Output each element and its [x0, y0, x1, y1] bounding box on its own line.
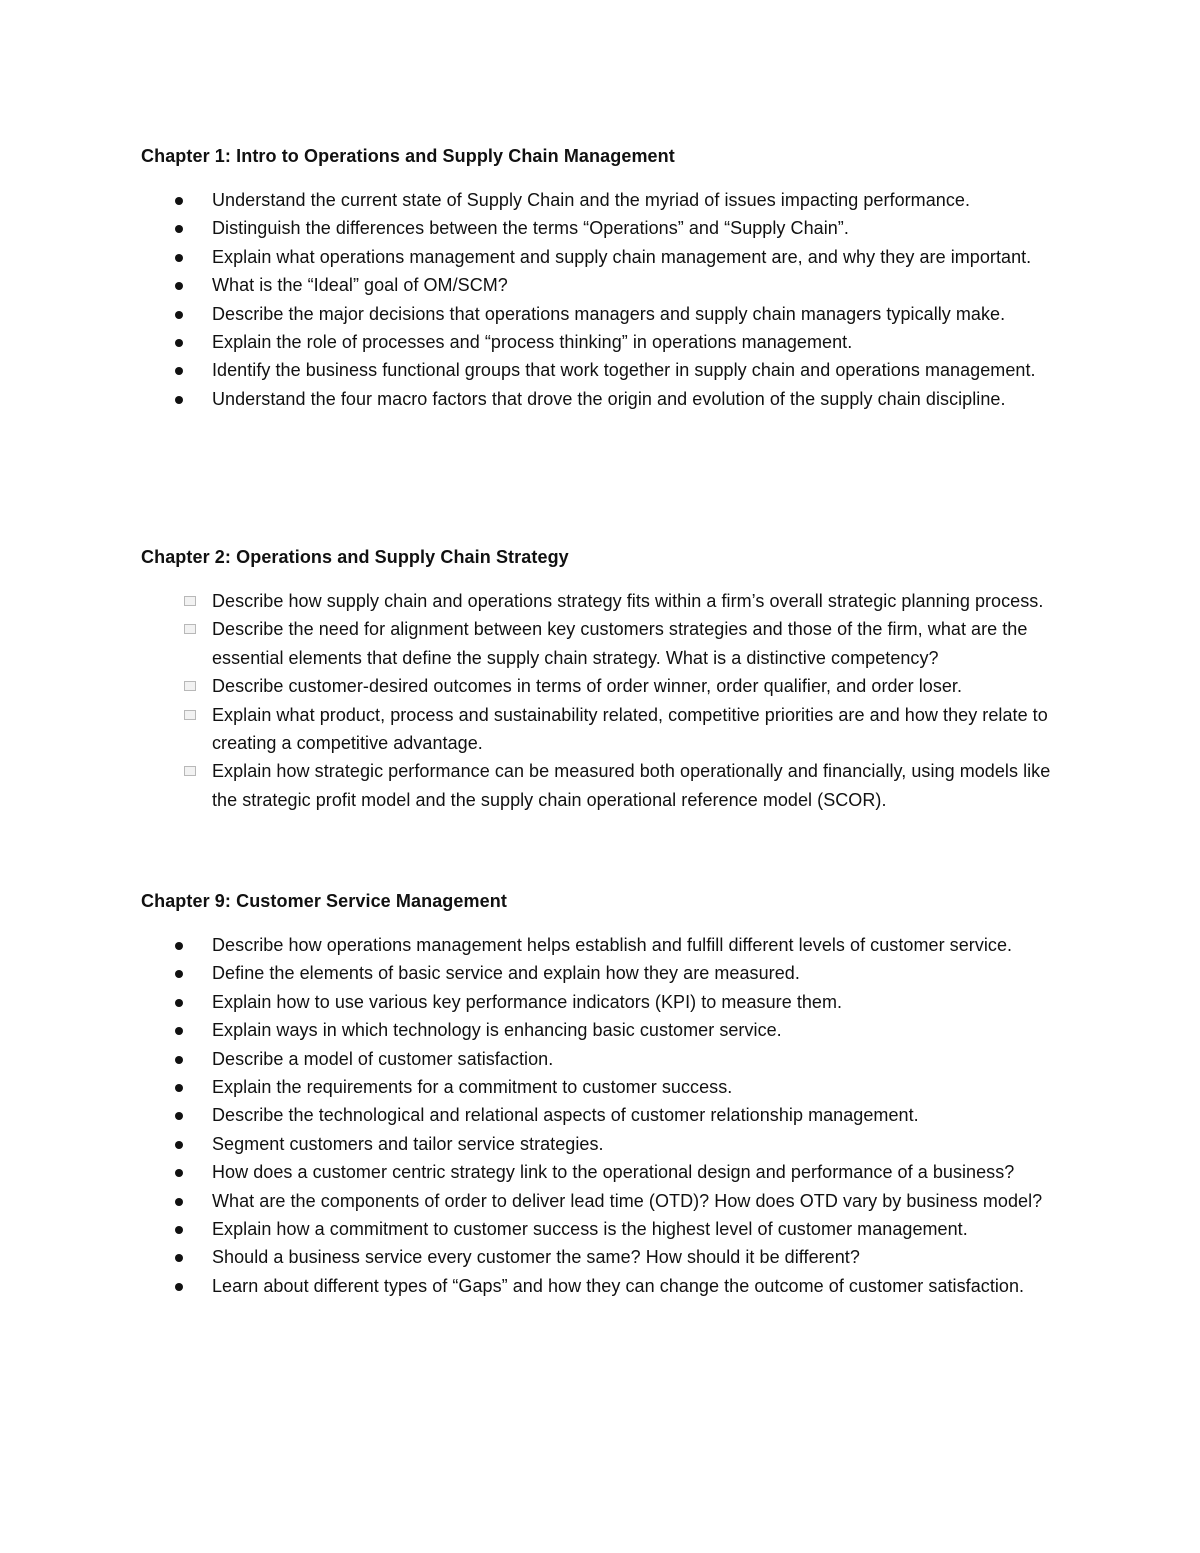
list-item: Explain ways in which technology is enhancing basic customer service. — [141, 1016, 1071, 1044]
filled-circle-bullet-icon — [175, 999, 183, 1007]
list-item: What are the components of order to deliver lead time (OTD)? How does OTD vary by business model? — [141, 1187, 1071, 1215]
filled-circle-bullet-icon — [175, 197, 183, 205]
empty-box-bullet-icon — [184, 710, 196, 720]
filled-circle-bullet-icon — [175, 225, 183, 233]
list-item: Explain what operations management and supply chain management are, and why they are important. — [141, 243, 1071, 271]
filled-circle-bullet-icon — [175, 1198, 183, 1206]
filled-circle-bullet-icon — [175, 254, 183, 262]
list-item: Understand the current state of Supply Chain and the myriad of issues impacting performance. — [141, 186, 1071, 214]
list-item: Identify the business functional groups that work together in supply chain and operations management. — [141, 356, 1071, 384]
empty-box-bullet-icon — [184, 681, 196, 691]
filled-circle-bullet-icon — [175, 282, 183, 290]
filled-circle-bullet-icon — [175, 367, 183, 375]
list-item: Understand the four macro factors that drove the origin and evolution of the supply chain discipline. — [141, 385, 1071, 413]
list-item: Describe the technological and relational aspects of customer relationship management. — [141, 1101, 1071, 1129]
list-item: Define the elements of basic service and explain how they are measured. — [141, 959, 1071, 987]
filled-circle-bullet-icon — [175, 970, 183, 978]
list-item: Describe how supply chain and operations strategy fits within a firm’s overall strategic planning process. — [141, 587, 1071, 615]
filled-circle-bullet-icon — [175, 1141, 183, 1149]
chapter-2-title: Chapter 2: Operations and Supply Chain Strategy — [141, 547, 569, 567]
list-item: Explain how a commitment to customer success is the highest level of customer management. — [141, 1215, 1071, 1243]
chapter-1-list — [141, 186, 1071, 413]
list-item: Explain the requirements for a commitment to customer success. — [141, 1073, 1071, 1101]
chapter-1-section — [141, 142, 1071, 413]
list-item: Should a business service every customer the same? How should it be different? — [141, 1243, 1071, 1271]
list-item: Distinguish the differences between the terms “Operations” and “Supply Chain”. — [141, 214, 1071, 242]
filled-circle-bullet-icon — [175, 1226, 183, 1234]
filled-circle-bullet-icon — [175, 311, 183, 319]
filled-circle-bullet-icon — [175, 1283, 183, 1291]
list-item: Describe how operations management helps establish and fulfill different levels of customer service. — [141, 931, 1071, 959]
list-item: Describe a model of customer satisfaction. — [141, 1045, 1071, 1073]
list-item: Explain what product, process and sustainability related, competitive priorities are and how they relate to creating a competitive advantage. — [141, 701, 1071, 758]
list-item: How does a customer centric strategy link to the operational design and performance of a business? — [141, 1158, 1071, 1186]
empty-box-bullet-icon — [184, 624, 196, 634]
list-item: Describe customer-desired outcomes in terms of order winner, order qualifier, and order loser. — [141, 672, 1071, 700]
list-item: Describe the need for alignment between key customers strategies and those of the firm, what are the essential elements that define the supply chain strategy. What is a distinctive competency? — [141, 615, 1071, 672]
chapter-9-section — [141, 887, 1071, 1300]
chapter-2-list — [141, 587, 1071, 814]
list-item: What is the “Ideal” goal of OM/SCM? — [141, 271, 1071, 299]
list-item: Describe the major decisions that operations managers and supply chain managers typically make. — [141, 300, 1071, 328]
empty-box-bullet-icon — [184, 766, 196, 776]
filled-circle-bullet-icon — [175, 339, 183, 347]
filled-circle-bullet-icon — [175, 1056, 183, 1064]
filled-circle-bullet-icon — [175, 396, 183, 404]
list-item: Explain how strategic performance can be measured both operationally and financially, using models like the strategic profit model and the supply chain operational reference model (SCOR). — [141, 757, 1071, 814]
filled-circle-bullet-icon — [175, 1169, 183, 1177]
chapter-9-list — [141, 931, 1071, 1300]
chapter-1-title: Chapter 1: Intro to Operations and Supply Chain Management — [141, 146, 675, 166]
empty-box-bullet-icon — [184, 596, 196, 606]
list-item: Explain how to use various key performance indicators (KPI) to measure them. — [141, 988, 1071, 1016]
chapter-2-section — [141, 543, 1071, 814]
filled-circle-bullet-icon — [175, 1112, 183, 1120]
filled-circle-bullet-icon — [175, 1084, 183, 1092]
list-item: Explain the role of processes and “process thinking” in operations management. — [141, 328, 1071, 356]
filled-circle-bullet-icon — [175, 1254, 183, 1262]
list-item: Segment customers and tailor service strategies. — [141, 1130, 1071, 1158]
filled-circle-bullet-icon — [175, 1027, 183, 1035]
filled-circle-bullet-icon — [175, 942, 183, 950]
list-item: Learn about different types of “Gaps” and how they can change the outcome of customer satisfaction. — [141, 1272, 1071, 1300]
chapter-9-title: Chapter 9: Customer Service Management — [141, 891, 507, 911]
